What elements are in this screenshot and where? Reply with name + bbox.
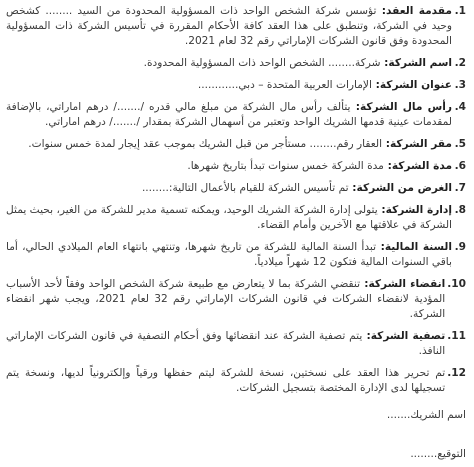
clause-body	[6, 240, 452, 270]
clause-body	[6, 181, 452, 196]
clause-item	[6, 4, 466, 49]
clause-text: مدة الشركة خمس سنوات تبدأ بتاريخ شهرها.	[187, 160, 384, 172]
clause-title: انقضاء الشركة	[368, 278, 446, 290]
clause-title: رأس مال الشركة	[359, 101, 452, 113]
clause-title-colon: :	[362, 330, 371, 342]
clause-title: إدارة الشركة	[385, 204, 452, 216]
clause-item	[6, 277, 466, 322]
clause-title: مدة الشركة	[391, 160, 452, 172]
clause-text: تؤسس شركة الشخص الواحد ذات المسؤولية المحدودة من السيد ........ كشخص وحيد في الشركة، وتنطبق على هذا العقد كافة الأحكام المقررة في تأسيس الشركة ذات المسؤولية المحدودة وفق قانون الشركات الإماراتي رقم 32 لعام 2021.	[6, 5, 452, 47]
clause-item	[6, 181, 466, 196]
clause-body	[6, 137, 452, 152]
clause-text: شركة........ الشخص الواحد ذات المسؤولية المحدودة.	[143, 57, 381, 69]
clause-body	[6, 56, 452, 71]
clause-title-colon: :	[376, 5, 386, 17]
clause-title-colon: :	[383, 160, 392, 172]
clause-text: تم تأسيس الشركة للقيام بالأعمال التالية:........	[141, 182, 349, 194]
signature-block	[6, 408, 466, 462]
clause-number: 11.	[447, 330, 466, 342]
clause-title: عنوان الشركة	[379, 79, 452, 91]
clause-text: يتم تصفية الشركة عند انقضائها وفق أحكام التصفية في قانون الشركات الإماراتي النافذ.	[6, 330, 446, 357]
clause-number: 10.	[447, 278, 466, 290]
clause-item	[6, 56, 466, 71]
signature-label: التوقيع........	[410, 448, 466, 460]
clause-number: 1.	[454, 5, 466, 17]
clause-body	[6, 100, 452, 130]
clause-text: تنقضي الشركة بما لا يتعارض مع طبيعة شركة الشخص الواحد وفقاً لأحد الأسباب المؤدية لانقضاء الشركات في قانون الشركات الإماراتي رقم 32 لعام 2021، ويجب شهر انقضاء الشركة.	[6, 278, 446, 320]
clause-body	[6, 4, 452, 49]
clause-body	[6, 329, 445, 359]
clause-item	[6, 159, 466, 174]
clause-item	[6, 329, 466, 359]
clause-body	[6, 78, 452, 93]
clause-text: يتألف رأس مال الشركة من مبلغ مالي قدره /......./ درهم اماراتي، بالإضافة لمقدمات عينية قدمها الشريك الواحد وتعتبر من أسهمال الشركة بمقدار /......./ درهم اماراتي.	[6, 101, 452, 128]
clause-title: الغرض من الشركة	[356, 182, 452, 194]
clause-item	[6, 137, 466, 152]
clause-title: السنة المالية	[384, 241, 452, 253]
clause-number: 5.	[454, 138, 466, 150]
clause-title-colon: :	[377, 204, 386, 216]
clause-body	[6, 159, 452, 174]
clause-body	[6, 366, 445, 396]
clause-item	[6, 366, 466, 396]
clause-title: مقدمة العقد	[386, 5, 452, 17]
clause-number: 3.	[454, 79, 466, 91]
clause-number: 4.	[454, 101, 466, 113]
clause-number: 9.	[454, 241, 466, 253]
clause-title-colon: :	[371, 79, 380, 91]
clause-title-colon: :	[380, 57, 389, 69]
clause-title: تصفية الشركة	[370, 330, 446, 342]
clause-text: يتولى إدارة الشركة الشريك الوحيد، ويمكنه تسمية مدير للشركة من الغير، بحيث يمثل الشركة في علاقتها مع الآخرين وأمام القضاء.	[6, 204, 452, 231]
clause-number: 2.	[454, 57, 466, 69]
clause-number: 8.	[454, 204, 466, 216]
clause-title-colon: :	[348, 182, 357, 194]
clause-text: تم تحرير هذا العقد على نسختين، نسخة للشركة ليتم حفظها ورقياً وإلكترونياً لديها، ونسخة يتم تسجيلها لدى الإدارة المختصة بتسجيل الشركات.	[6, 367, 446, 394]
clause-title-colon: :	[382, 138, 390, 150]
clause-text: تبدأ السنة المالية للشركة من تاريخ شهرها، وتنتهي بانتهاء العام الميلادي الحالي، أما باقي السنوات المالية فتكون 12 شهراً ميلادياً.	[6, 241, 452, 268]
clause-item	[6, 240, 466, 270]
clause-title: اسم الشركة	[388, 57, 452, 69]
clauses-list	[6, 4, 466, 396]
clause-item	[6, 100, 466, 130]
partner-name-label: اسم الشريك.......	[386, 409, 466, 421]
clause-number: 6.	[454, 160, 466, 172]
clause-number: 12.	[447, 367, 466, 379]
clause-title-colon: :	[350, 101, 360, 113]
clause-title-colon: :	[376, 241, 385, 253]
clause-body	[6, 277, 445, 322]
clause-number: 7.	[454, 182, 466, 194]
clause-body	[6, 203, 452, 233]
clause-item	[6, 203, 466, 233]
clause-text: العقار رقم........ مستأجر من قبل الشريك بموجب عقد إيجار لمدة خمس سنوات.	[28, 138, 383, 150]
clause-item	[6, 78, 466, 93]
clause-text: الإمارات العربية المتحدة – دبي............	[197, 79, 372, 91]
clause-title: مقر الشركة	[389, 138, 452, 150]
clause-title-colon: :	[360, 278, 369, 290]
